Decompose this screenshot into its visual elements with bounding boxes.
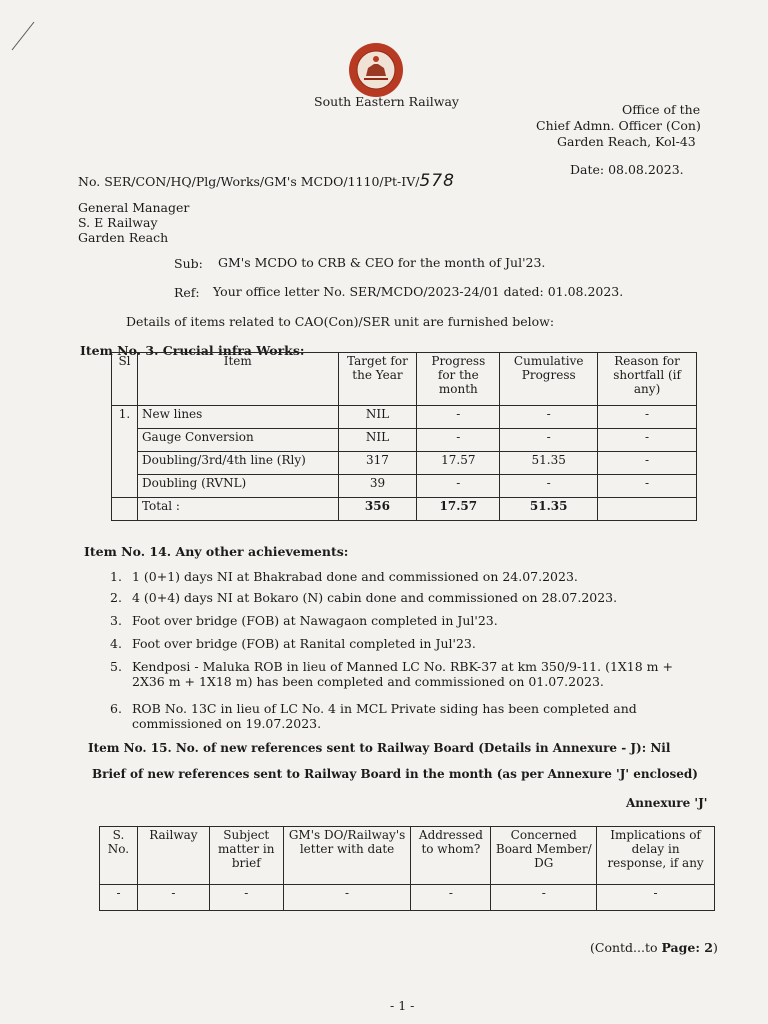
col-progress: Progress for the month [417, 353, 500, 406]
annexure-label: Annexure 'J' [626, 796, 708, 810]
item3-heading: Item No. 3. Crucial infra Works: [80, 343, 305, 358]
table-row [112, 452, 697, 475]
item15-heading: Item No. 15. No. of new references sent to Railway Board (Details in Annexure - J): Nil [88, 741, 671, 755]
col-board-member: Concerned Board Member/ DG [491, 827, 597, 885]
list-item: 4. Foot over bridge (FOB) at Ranital completed in Jul'23. [110, 636, 476, 651]
table-header-row [112, 353, 697, 406]
progress-cell: - [417, 406, 500, 429]
reference-label: Ref: [174, 285, 200, 300]
col-target: Target for the Year [338, 353, 417, 406]
brief-heading: Brief of new references sent to Railway Board in the month (as per Annexure 'J' enclosed) [92, 767, 698, 781]
item-cell: Doubling (RVNL) [137, 475, 338, 498]
total-target: 356 [338, 498, 417, 521]
list-item: 5. Kendposi - Maluka ROB in lieu of Manned LC No. RBK-37 at km 350/9-11. (1X18 m + [110, 659, 673, 674]
target-cell: NIL [338, 406, 417, 429]
target-cell: 317 [338, 452, 417, 475]
total-reason [598, 498, 697, 521]
progress-cell: 17.57 [417, 452, 500, 475]
cumulative-cell: - [500, 475, 598, 498]
office-line-1: Office of the [622, 102, 701, 117]
progress-cell: - [417, 429, 500, 452]
progress-cell: - [417, 475, 500, 498]
list-item: 2. 4 (0+4) days NI at Bokaro (N) cabin done and commissioned on 28.07.2023. [110, 590, 618, 605]
pen-mark [8, 18, 38, 54]
subject-text: GM's MCDO to CRB & CEO for the month of Jul'23. [218, 255, 546, 270]
col-cumulative: Cumulative Progress [500, 353, 598, 406]
cumulative-cell: 51.35 [500, 452, 598, 475]
intro-text: Details of items related to CAO(Con)/SER unit are furnished below: [126, 314, 555, 329]
page-number: - 1 - [390, 998, 415, 1013]
crucial-works-table [111, 352, 697, 521]
table-row: - - - - - - - [100, 885, 715, 911]
reason-cell: - [598, 475, 697, 498]
list-item: 1. 1 (0+1) days NI at Bhakrabad done and commissioned on 24.07.2023. [110, 569, 578, 584]
target-cell: NIL [338, 429, 417, 452]
list-item: 6. ROB No. 13C in lieu of LC No. 4 in MCL Private siding has been completed and [110, 701, 637, 716]
list-item-continuation: 2X36 m + 1X18 m) has been completed and commissioned on 01.07.2023. [132, 674, 604, 689]
table-row [112, 475, 697, 498]
item-cell: Gauge Conversion [137, 429, 338, 452]
col-addressed: Addressed to whom? [411, 827, 491, 885]
table-row [112, 406, 697, 429]
col-item: Item [137, 353, 338, 406]
list-item: 3. Foot over bridge (FOB) at Nawagaon completed in Jul'23. [110, 613, 498, 628]
cumulative-cell: - [500, 429, 598, 452]
item-cell: New lines [137, 406, 338, 429]
item-cell: Doubling/3rd/4th line (Rly) [137, 452, 338, 475]
ref-no-text: No. SER/CON/HQ/Plg/Works/GM's MCDO/1110/Pt-IV/ [78, 174, 420, 189]
org-name: South Eastern Railway [314, 94, 459, 109]
col-s-no: S. No. [100, 827, 138, 885]
addressee-line-1: General Manager [78, 200, 190, 215]
reason-cell: - [598, 406, 697, 429]
annexure-header-row [100, 827, 715, 885]
office-line-2: Chief Admn. Officer (Con) [536, 118, 701, 133]
letter-ref-no [78, 171, 455, 191]
col-sl: Sl [112, 353, 138, 406]
subject-label: Sub: [174, 256, 203, 271]
col-railway: Railway [137, 827, 209, 885]
indian-railways-logo [348, 42, 404, 98]
ref-no-handwritten: 578 [419, 171, 455, 191]
total-label: Total : [137, 498, 338, 521]
addressee-line-3: Garden Reach [78, 230, 169, 245]
table-total-row [112, 498, 697, 521]
list-item-continuation: commissioned on 19.07.2023. [132, 716, 322, 731]
office-line-3: Garden Reach, Kol-43 [557, 134, 696, 149]
letter-date: Date: 08.08.2023. [570, 162, 684, 177]
col-subject: Subject matter in brief [209, 827, 283, 885]
target-cell: 39 [338, 475, 417, 498]
total-cumulative: 51.35 [500, 498, 598, 521]
table-row [112, 429, 697, 452]
reason-cell: - [598, 429, 697, 452]
reference-text: Your office letter No. SER/MCDO/2023-24/01 dated: 01.08.2023. [213, 284, 624, 299]
reason-cell: - [598, 452, 697, 475]
col-gm-letter: GM's DO/Railway's letter with date [283, 827, 411, 885]
total-progress: 17.57 [417, 498, 500, 521]
continued-note: (Contd...to Page: 2) [590, 940, 718, 955]
item14-heading: Item No. 14. Any other achievements: [84, 544, 349, 559]
annexure-table [99, 826, 715, 911]
cumulative-cell: - [500, 406, 598, 429]
col-reason: Reason for shortfall (if any) [598, 353, 697, 406]
col-implications: Implications of delay in response, if any [597, 827, 715, 885]
addressee-line-2: S. E Railway [78, 215, 158, 230]
sl-cell: 1. [112, 406, 138, 498]
